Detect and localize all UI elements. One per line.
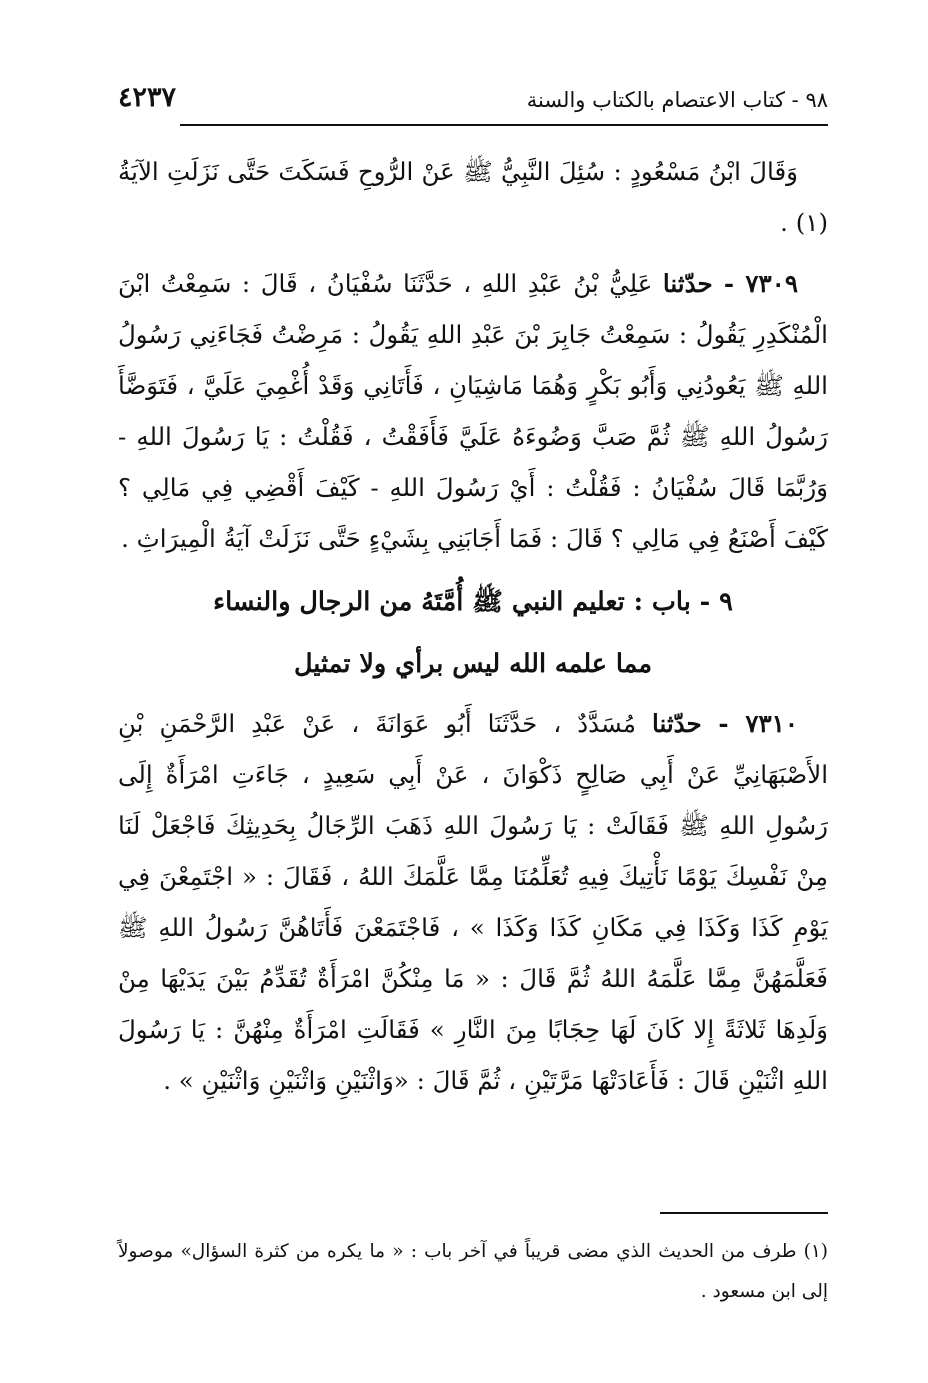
main-text xyxy=(118,146,828,1106)
hadith-7309 xyxy=(118,258,828,564)
footnote-rule xyxy=(660,1212,828,1214)
chapter-heading: ٩ - باب : تعليم النبي ﷺ أُمَّتَهُ من الرجال والنساء xyxy=(213,587,733,617)
hadith-text: مُسَدَّدٌ ، حَدَّثَنَا أَبُو عَوَانَةَ ، عَنْ عَبْدِ الرَّحْمَنِ بْنِ الأَصْبَهَانِيِّ عَنْ أَبِي صَالِحٍ ذَكْوَانَ ، عَنْ أَبِي سَعِيدٍ ، جَاءَتِ امْرَأَةٌ إِلَى رَسُولِ اللهِ ﷺ فَقَالَتْ : يَا رَسُولَ اللهِ ذَهَبَ الرِّجَالُ بِحَدِيثِكَ فَاجْعَلْ لَنَا مِنْ نَفْسِكَ يَوْمًا نَأْتِيكَ فِيهِ تُعَلِّمُنَا مِمَّا عَلَّمَكَ اللهُ ، فَقَالَ : « اجْتَمِعْنَ فِي يَوْمِ كَذَا وَكَذَا فِي مَكَانِ كَذَا وَكَذَا » ، فَاجْتَمَعْنَ فَأَتَاهُنَّ رَسُولُ اللهِ ﷺ فَعَلَّمَهُنَّ مِمَّا عَلَّمَهُ اللهُ ثُمَّ قَالَ : « مَا مِنْكُنَّ امْرَأَةٌ تُقَدِّمُ بَيْنَ يَدَيْهَا مِنْ وَلَدِهَا ثَلاثَةً إِلا كَانَ لَهَا حِجَابًا مِنَ النَّارِ » فَقَالَتِ امْرَأَةٌ مِنْهُنَّ : يَا رَسُولَ اللهِ اثْنَيْنِ قَالَ : فَأَعَادَتْهَا مَرَّتَيْنِ ، ثُمَّ قَالَ : «وَاثْنَيْنِ وَاثْنَيْنِ وَاثْنَيْنِ » . xyxy=(118,709,828,1095)
chapter-subheading: مما علمه الله ليس برأي ولا تمثيل xyxy=(293,649,653,679)
footnote-1: (١) طرف من الحديث الذي مضى قريباً في آخر باب : « ما يكره من كثرة السؤال» موصولاً إلى ابن مسعود . xyxy=(118,1241,828,1302)
header-rule xyxy=(180,124,828,126)
running-head: ٩٨ - كتاب الاعتصام بالكتاب والسنة xyxy=(526,88,828,112)
page-number: ٤٢٣٧ xyxy=(118,82,177,113)
page-header xyxy=(118,82,828,122)
paragraph-text: وَقَالَ ابْنُ مَسْعُودٍ : سُئِلَ النَّبِيُّ ﷺ عَنْ الرُّوحِ فَسَكَتَ حَتَّى نَزَلَتِ الآيَةُ (١) . xyxy=(118,157,828,237)
hadith-text: عَلِيُّ بْنُ عَبْدِ اللهِ ، حَدَّثَنَا سُفْيَانُ ، قَالَ : سَمِعْتُ ابْنَ الْمُنْكَدِرِ يَقُولُ : سَمِعْتُ جَابِرَ بْنَ عَبْدِ اللهِ يَقُولُ : مَرِضْتُ فَجَاءَنِي رَسُولُ اللهِ ﷺ يَعُودُنِي وَأَبُو بَكْرٍ وَهُمَا مَاشِيَانِ ، فَأَتَانِي وَقَدْ أُغْمِيَ عَلَيَّ ، فَتَوَضَّأَ رَسُولُ اللهِ ﷺ ثُمَّ صَبَّ وَضُوءَهُ عَلَيَّ فَأَفَقْتُ ، فَقُلْتُ : يَا رَسُولَ اللهِ - وَرُبَّمَا قَالَ سُفْيَانُ : فَقُلْتُ : أَيْ رَسُولَ اللهِ - كَيْفَ أَقْضِي فِي مَالِي ؟ كَيْفَ أَصْنَعُ فِي مَالِي ؟ قَالَ : فَمَا أَجَابَنِي بِشَيْءٍ حَتَّى نَزَلَتْ آيَةُ الْمِيرَاثِ . xyxy=(118,269,828,553)
hadith-7310 xyxy=(118,698,828,1106)
paragraph-ibn-masud xyxy=(118,146,828,248)
hadith-number: ٧٣١٠ - حدّثنا xyxy=(652,709,798,738)
footnotes xyxy=(118,1232,828,1312)
hadith-number: ٧٣٠٩ - حدّثنا xyxy=(662,269,798,298)
